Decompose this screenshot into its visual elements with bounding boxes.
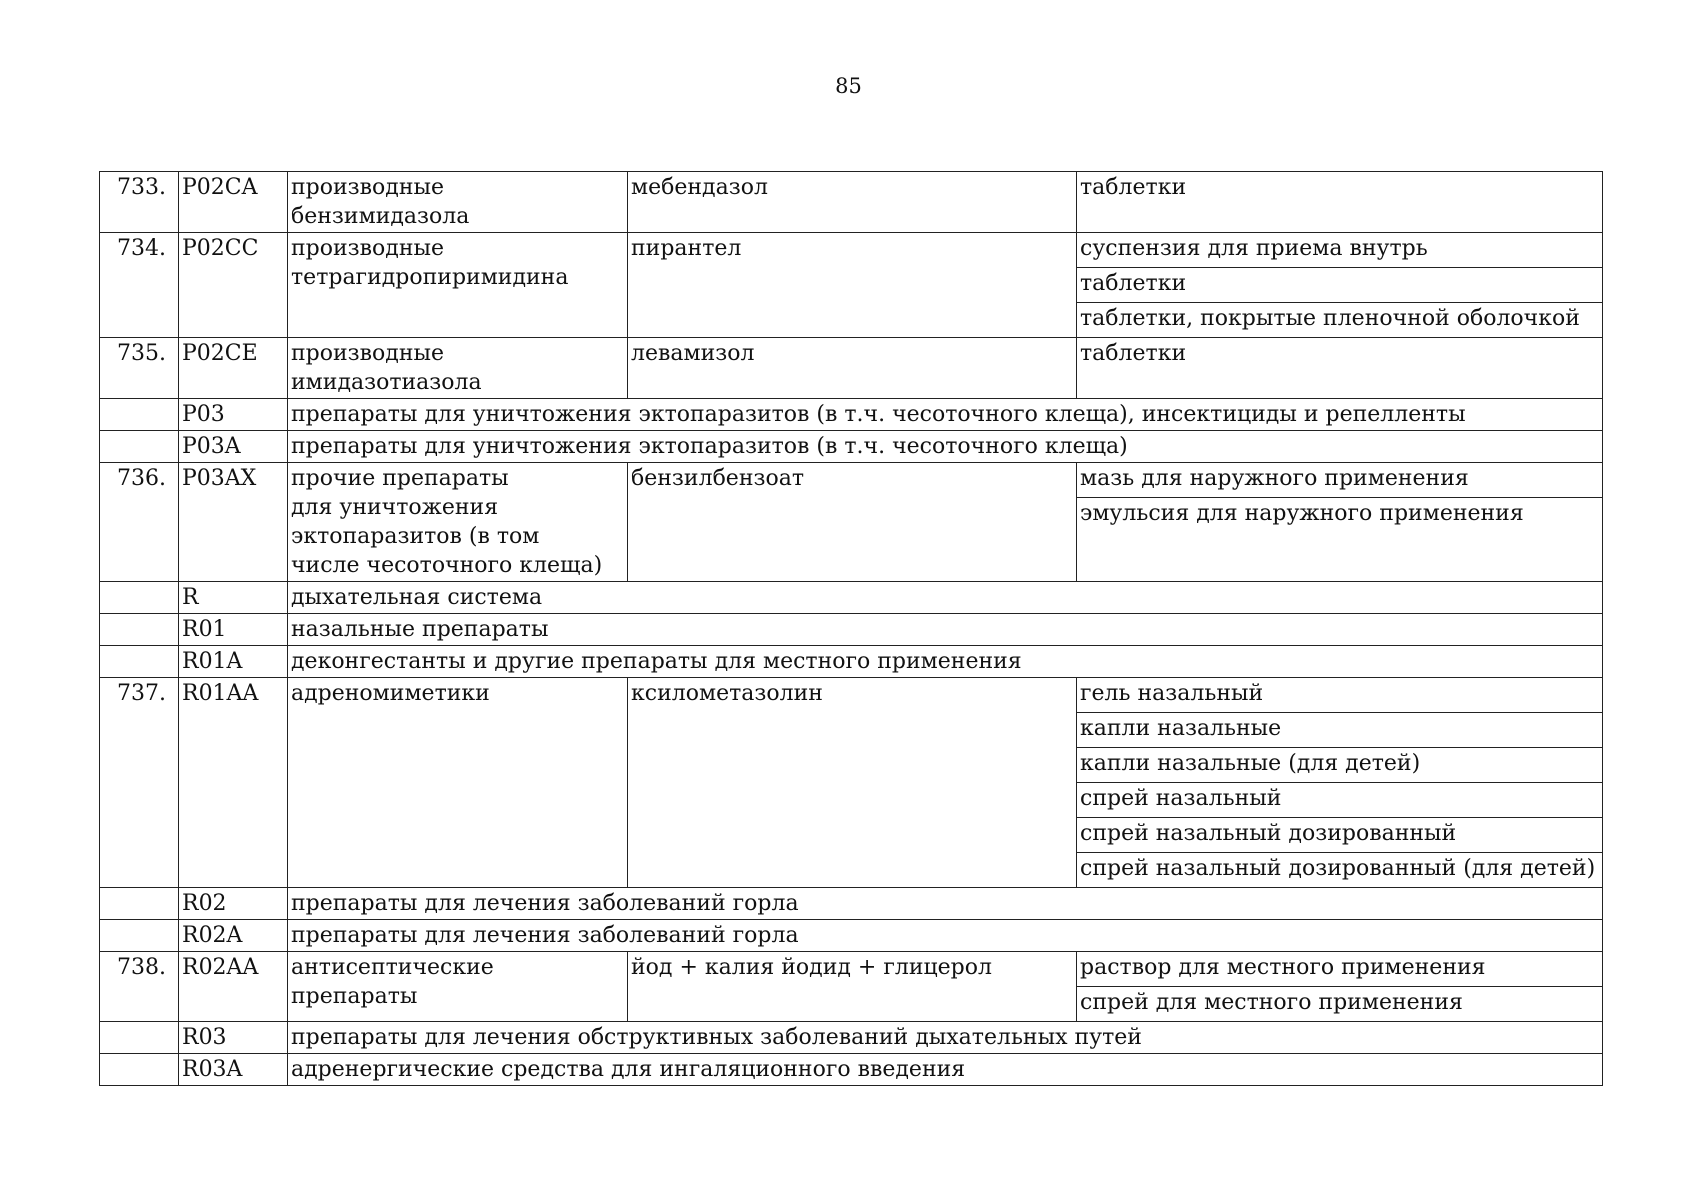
atc-code: P03	[179, 399, 288, 431]
table-row	[100, 431, 1603, 463]
dosage-form-item: эмульсия для наружного применения	[1077, 497, 1602, 532]
dosage-form-item: таблетки	[1077, 267, 1602, 302]
dosage-forms	[1077, 338, 1603, 399]
table-row	[100, 888, 1603, 920]
row-number: 736.	[100, 463, 179, 582]
dosage-form-item: спрей для местного применения	[1077, 986, 1602, 1021]
row-number	[100, 920, 179, 952]
table-row	[100, 582, 1603, 614]
dosage-forms	[1077, 678, 1603, 888]
group-name: препараты для лечения заболеваний горла	[288, 920, 1603, 952]
dosage-form-item: капли назальные	[1077, 712, 1602, 747]
table-row	[100, 1022, 1603, 1054]
group-name: антисептические препараты	[288, 952, 628, 1022]
dosage-forms	[1077, 172, 1603, 233]
page-number: 85	[835, 74, 862, 98]
dosage-form-item: таблетки	[1080, 175, 1187, 200]
table-row	[100, 233, 1603, 338]
atc-code: R02	[179, 888, 288, 920]
group-name: прочие препараты для уничтожения эктопаразитов (в том числе чесоточного клеща)	[288, 463, 628, 582]
inn-name: левамизол	[628, 338, 1077, 399]
dosage-form-item: таблетки, покрытые пленочной оболочкой	[1077, 302, 1602, 337]
table-row	[100, 614, 1603, 646]
dosage-forms	[1077, 952, 1603, 1022]
inn-name: бензилбензоат	[628, 463, 1077, 582]
group-name: дыхательная система	[288, 582, 1603, 614]
row-number: 737.	[100, 678, 179, 888]
row-number	[100, 1022, 179, 1054]
dosage-form-item: гель назальный	[1080, 681, 1264, 706]
dosage-form-item: капли назальные (для детей)	[1077, 747, 1602, 782]
table-row	[100, 952, 1603, 1022]
dosage-form-item: спрей назальный	[1077, 782, 1602, 817]
row-number	[100, 646, 179, 678]
dosage-form-item: раствор для местного применения	[1080, 955, 1486, 980]
inn-name: ксилометазолин	[628, 678, 1077, 888]
group-name: назальные препараты	[288, 614, 1603, 646]
group-name: производные тетрагидропиримидина	[288, 233, 628, 338]
atc-code: R03	[179, 1022, 288, 1054]
group-name: препараты для уничтожения эктопаразитов (в т.ч. чесоточного клеща), инсектициды и репелленты	[288, 399, 1603, 431]
group-name: препараты для лечения обструктивных заболеваний дыхательных путей	[288, 1022, 1603, 1054]
table-row	[100, 1054, 1603, 1086]
row-number: 733.	[100, 172, 179, 233]
group-name: производные имидазотиазола	[288, 338, 628, 399]
atc-code: R01AA	[179, 678, 288, 888]
dosage-form-item: спрей назальный дозированный (для детей)	[1077, 852, 1602, 887]
group-name: адренергические средства для ингаляционного введения	[288, 1054, 1603, 1086]
dosage-forms	[1077, 233, 1603, 338]
group-name: адреномиметики	[288, 678, 628, 888]
group-name: производные бензимидазола	[288, 172, 628, 233]
row-number	[100, 431, 179, 463]
row-number	[100, 1054, 179, 1086]
table-row	[100, 920, 1603, 952]
dosage-form-item: спрей назальный дозированный	[1077, 817, 1602, 852]
atc-code: P02CA	[179, 172, 288, 233]
row-number: 734.	[100, 233, 179, 338]
row-number: 735.	[100, 338, 179, 399]
row-number	[100, 399, 179, 431]
atc-code: P03A	[179, 431, 288, 463]
atc-code: P02CE	[179, 338, 288, 399]
inn-name: йод + калия йодид + глицерол	[628, 952, 1077, 1022]
group-name: деконгестанты и другие препараты для местного применения	[288, 646, 1603, 678]
table-row	[100, 646, 1603, 678]
atc-code: R03A	[179, 1054, 288, 1086]
atc-code: P02CC	[179, 233, 288, 338]
row-number	[100, 614, 179, 646]
row-number	[100, 888, 179, 920]
atc-code: R01A	[179, 646, 288, 678]
inn-name: пирантел	[628, 233, 1077, 338]
row-number: 738.	[100, 952, 179, 1022]
dosage-forms	[1077, 463, 1603, 582]
atc-code: R	[179, 582, 288, 614]
table-row	[100, 338, 1603, 399]
table-body	[100, 172, 1603, 1086]
group-name: препараты для лечения заболеваний горла	[288, 888, 1603, 920]
group-name: препараты для уничтожения эктопаразитов (в т.ч. чесоточного клеща)	[288, 431, 1603, 463]
table-row	[100, 172, 1603, 233]
dosage-form-item: таблетки	[1080, 341, 1187, 366]
drug-table	[99, 171, 1603, 1086]
table-row	[100, 463, 1603, 582]
inn-name: мебендазол	[628, 172, 1077, 233]
table-row	[100, 678, 1603, 888]
atc-code: R02A	[179, 920, 288, 952]
atc-code: P03AX	[179, 463, 288, 582]
atc-code: R01	[179, 614, 288, 646]
row-number	[100, 582, 179, 614]
dosage-form-item: мазь для наружного применения	[1080, 466, 1469, 491]
dosage-form-item: суспензия для приема внутрь	[1080, 236, 1428, 261]
table-row	[100, 399, 1603, 431]
atc-code: R02AA	[179, 952, 288, 1022]
